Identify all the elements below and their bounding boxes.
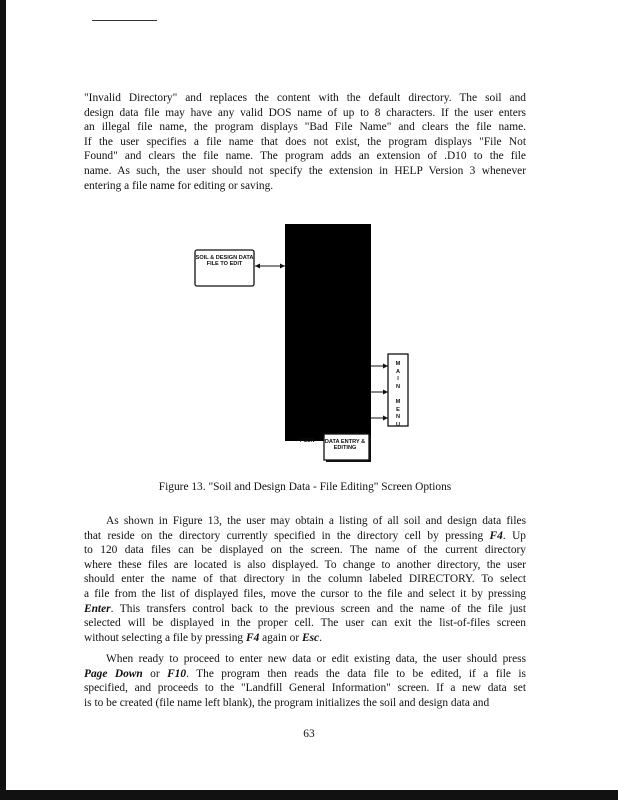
data-entry-box-shadow-r <box>369 436 371 462</box>
text-line: Page Down or F10. The program then reads the data file to be edited, if a file is <box>84 667 526 680</box>
pgdn-label: PGDN <box>300 438 315 444</box>
text-line: If the user specifies a file name that does not exist, the program displays "File Not <box>84 135 526 148</box>
text-line: name. As such, the user should not specify the extension in HELP Version 3 whenever <box>84 164 526 177</box>
key-name: F4 <box>245 631 260 644</box>
text-line: Enter. This transfers control back to the previous screen and the name of the file just <box>84 602 526 615</box>
text-line: When ready to proceed to enter new data or edit existing data, the user should press <box>106 653 526 665</box>
text-line: entering a file name for editing or saving. <box>84 179 274 192</box>
text-line: selected will be displayed in the proper cell. The user can exit the list-of-files screen <box>84 617 526 630</box>
top-rule <box>92 20 157 21</box>
text-line: that reside on the directory currently specified in the directory cell by pressing F4. Up <box>84 529 526 542</box>
menu-arrow-3-head <box>383 416 388 421</box>
text-line: should enter the name of that directory in the column labeled DIRECTORY. To select <box>84 573 526 586</box>
key-name: Enter <box>84 602 111 615</box>
page-number: 63 <box>303 728 315 740</box>
data-entry-label: DATA ENTRY & EDITING <box>324 439 366 452</box>
soil-data-file-label: SOIL & DESIGN DATA FILE TO EDIT <box>195 255 254 268</box>
paragraph-file-listing <box>84 514 526 645</box>
scan-edge-bottom <box>0 790 618 800</box>
menu-arrow-2-head <box>383 390 388 395</box>
text-line: is to be created (file name left blank), the program initializes the soil and design data and <box>84 696 490 709</box>
figure-caption: Figure 13. "Soil and Design Data - File Editing" Screen Options <box>158 481 452 493</box>
key-name: F4 <box>489 529 503 542</box>
text-line: specified, and proceeds to the "Landfill General Information" screen. If a new data set <box>84 682 526 695</box>
main-menu-label-text: M A I N M E N U <box>395 361 401 428</box>
menu-arrow-1-head <box>383 364 388 369</box>
text-line: design data file may have any valid DOS name of up to 8 characters. If the user enters <box>84 106 526 119</box>
paragraph-proceed-to-edit <box>84 652 526 710</box>
scan-edge-left <box>0 0 6 800</box>
file-arrow-head-left <box>255 264 260 269</box>
data-entry-box-shadow-b <box>326 460 371 462</box>
text-line: a file from the list of displayed files, move the cursor to the file and select it by pressing <box>84 587 526 600</box>
text-line: Found" and clears the file name. The program adds an extension of .D10 to the file <box>84 150 526 163</box>
text-line: to 120 data files can be displayed on the screen. The name of the current directory <box>84 544 526 557</box>
key-name: F10 <box>167 667 187 680</box>
key-name: Page Down <box>84 667 143 680</box>
screen-block <box>285 224 371 441</box>
text-line: without selecting a file by pressing F4 again or Esc. <box>84 631 322 644</box>
figure-13-diagram <box>190 222 430 467</box>
key-name: Esc <box>301 631 320 644</box>
main-menu-label <box>394 361 402 429</box>
file-arrow-head-right <box>280 264 285 269</box>
paragraph-file-name-rules <box>84 91 526 193</box>
text-line: where these files are located is also displayed. To change to another directory, the user <box>84 558 526 571</box>
text-line: an illegal file name, the program displays "Bad File Name" and clears the file name. <box>84 121 526 134</box>
text-line: "Invalid Directory" and replaces the content with the default directory. The soil and <box>84 92 526 104</box>
text-line: As shown in Figure 13, the user may obtain a listing of all soil and design data files <box>106 515 526 527</box>
